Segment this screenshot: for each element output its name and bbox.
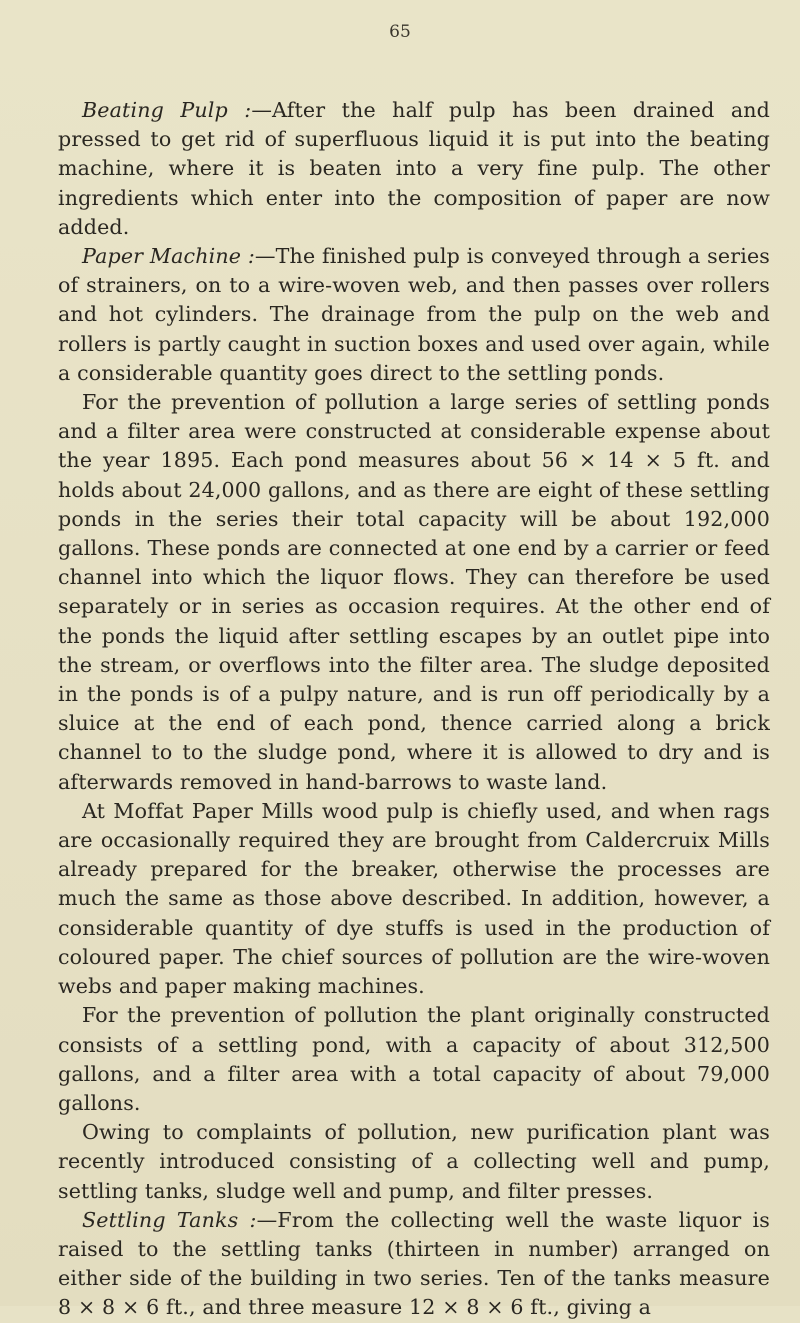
paragraph-text: —The finished pulp is conveyed through a series of strainers, on to a wire-woven web, and then passes over rollers and hot cylinders. The drainage from the pulp on the web and rollers is partly caught in suction boxes and used over again, while a considerable quantity goes direct to the settling ponds. [58, 244, 770, 385]
paragraph-moffat-mills [58, 797, 770, 1001]
heading-beating-pulp: Beating Pulp : [82, 98, 252, 122]
paragraph-text: For the prevention of pollution the plant originally constructed consists of a settling pond, with a capacity of about 312,500 gallons, and a filter area with a total capacity of about 79,000 gallons. [58, 1003, 770, 1115]
body-text [58, 96, 770, 1323]
paragraph-settling-tanks [58, 1206, 770, 1323]
paragraph-prevention-ponds [58, 388, 770, 797]
paragraph-text: —After the half pulp has been drained and pressed to get rid of superfluous liquid it is put into the beating machine, where it is beaten into a very fine pulp. The other ingredients which enter into the composition of paper are now added. [58, 98, 770, 239]
paragraph-new-plant [58, 1118, 770, 1206]
heading-paper-machine: Paper Machine : [82, 244, 255, 269]
page-number: 65 [389, 22, 411, 42]
paragraph-text: For the prevention of pollution a large series of settling ponds and a filter area were constructed at considerable expense about the year 1895. Each pond measures about 56 × 14 × 5 ft. and holds about 24,000 gallons, and as there are eight of these settling ponds in the series their total capacity will be about 192,000 gallons. These ponds are connected at one end by a carrier or feed channel into which the liquor flows. They can therefore be used separately or in series as occasion requires. At the other end of the ponds the liquid after settling escapes by an outlet pipe into the stream, or overflows into the filter area. The sludge deposited in the ponds is of a pulpy nature, and is run off periodically by a sluice at the end of each pond, thence carried along a brick channel to to the sludge pond, where it is allowed to dry and is afterwards removed in hand-barrows to waste land. [58, 390, 770, 794]
paragraph-beating-pulp [58, 96, 770, 242]
heading-settling-tanks: Settling Tanks : [82, 1207, 257, 1232]
paragraph-original-plant [58, 1001, 770, 1118]
paragraph-paper-machine [58, 242, 770, 388]
paragraph-text: At Moffat Paper Mills wood pulp is chiefly used, and when rags are occasionally required they are brought from Caldercruix Mills already prepared for the breaker, otherwise the processes are much the same as those above described. In addition, however, a considerable quantity of dye stuffs is used in the production of coloured paper. The chief sources of pollution are the wire-woven webs and paper making machines. [58, 798, 770, 999]
paragraph-text: Owing to complaints of pollution, new purification plant was recently introduced consisting of a collecting well and pump, settling tanks, sludge well and pump, and filter presses. [58, 1120, 770, 1203]
paragraph-text: —From the collecting well the waste liquor is raised to the settling tanks (thirteen in number) arranged on either side of the building in two series. Ten of the tanks measure 8 × 8 × 6 ft., and three measure 12 × 8 × 6 ft., giving a [58, 1207, 770, 1320]
